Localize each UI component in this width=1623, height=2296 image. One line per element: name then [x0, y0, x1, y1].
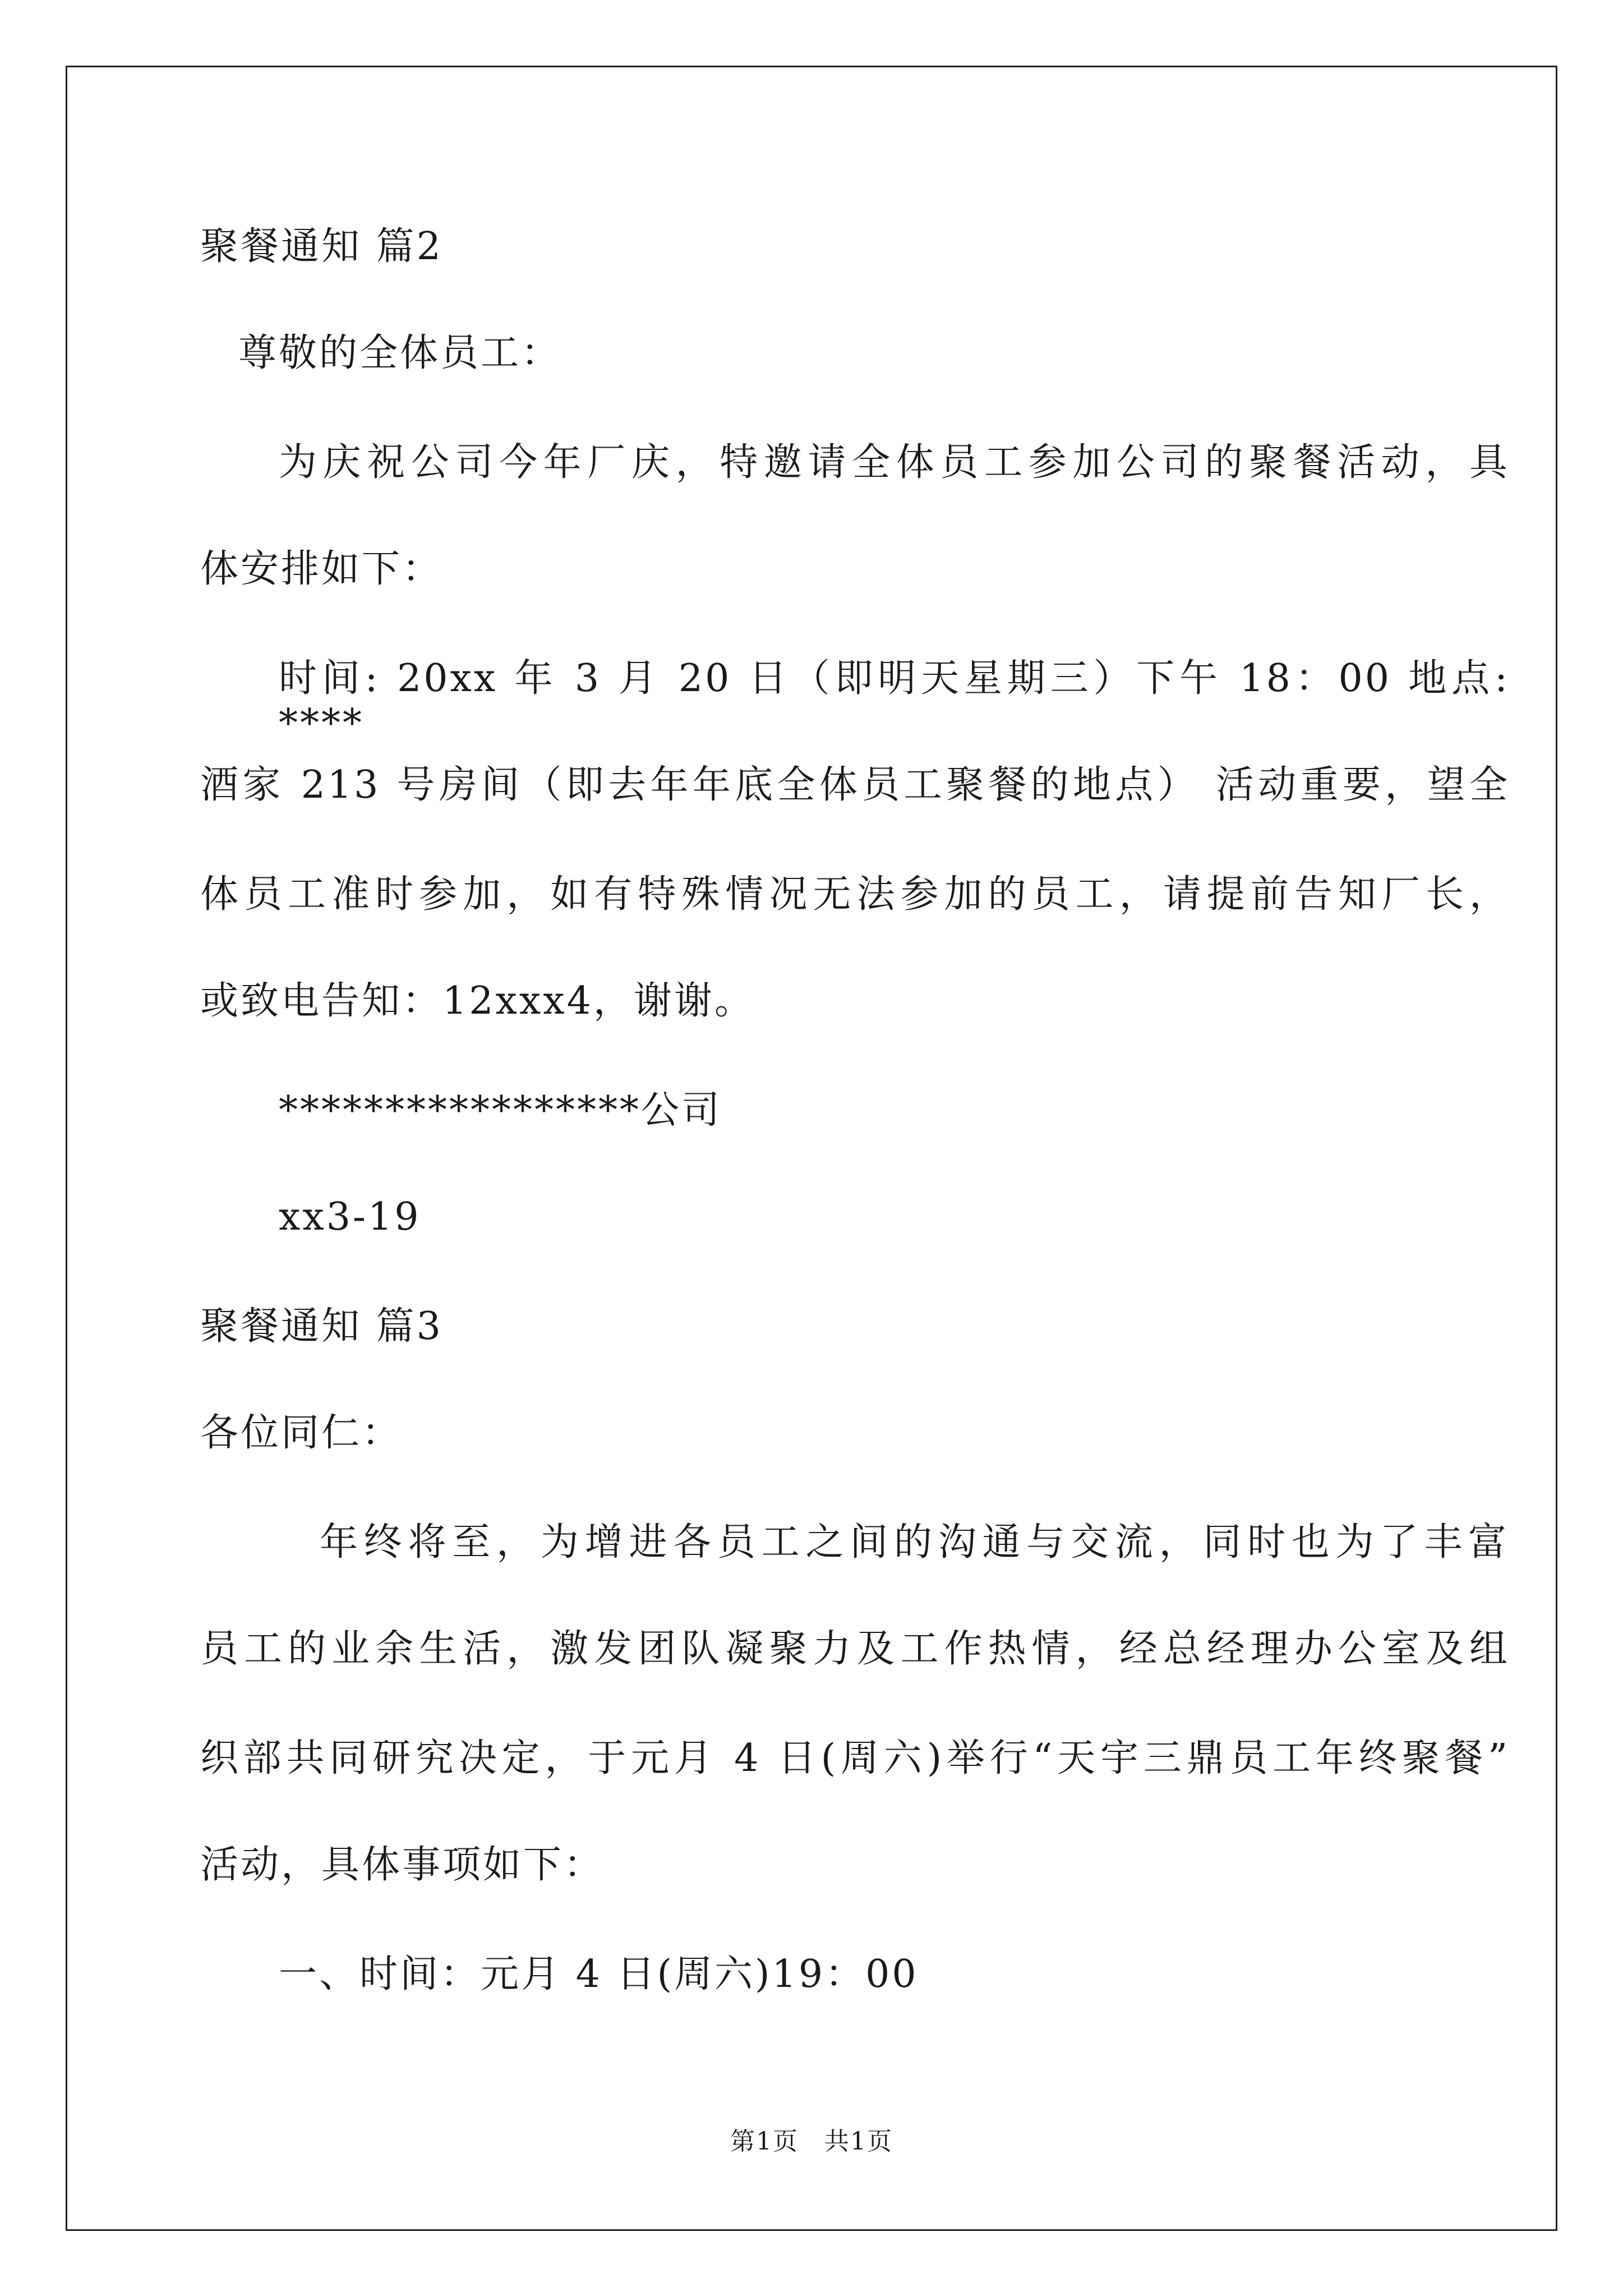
section-heading: 聚餐通知 篇2	[200, 224, 443, 269]
paragraph-line: 年终将至，为增进各员工之间的沟通与交流，同时也为了丰富	[320, 1520, 1509, 1565]
paragraph-line: 活动，具体事项如下：	[200, 1843, 605, 1887]
paragraph-line: 织部共同研究决定，于元月 4 日(周六)举行“天宇三鼎员工年终聚餐”	[200, 1736, 1510, 1780]
paragraph-line: 或致电告知：12xxx4，谢谢。	[200, 979, 755, 1023]
paragraph-line: 员工的业余生活，激发团队凝聚力及工作热情，经总经理办公室及组	[200, 1627, 1510, 1671]
list-item: 一、时间：元月 4 日(周六)19：00	[279, 1952, 919, 1996]
section-heading: 聚餐通知 篇3	[200, 1304, 443, 1349]
paragraph-line: 为庆祝公司今年厂庆，特邀请全体员工参加公司的聚餐活动，具	[279, 440, 1510, 485]
salutation: 各位同仁：	[200, 1411, 403, 1455]
signature-date: xx3-19	[279, 1195, 421, 1239]
salutation: 尊敬的全体员工：	[238, 331, 562, 375]
paragraph-line: 体员工准时参加，如有特殊情况无法参加的员工，请提前告知厂长，	[200, 872, 1510, 917]
signature-company: *****************公司	[279, 1088, 722, 1133]
paragraph-line: 时间: 20xx 年 3 月 20 日（即明天星期三）下午 18：00 地点: ****	[279, 656, 1510, 746]
page-number: 第1页 共1页	[730, 2127, 893, 2156]
paragraph-line: 体安排如下：	[200, 547, 443, 591]
page-border	[66, 66, 1557, 2231]
paragraph-line: 酒家 213 号房间（即去年年底全体员工聚餐的地点） 活动重要，望全	[200, 763, 1510, 807]
